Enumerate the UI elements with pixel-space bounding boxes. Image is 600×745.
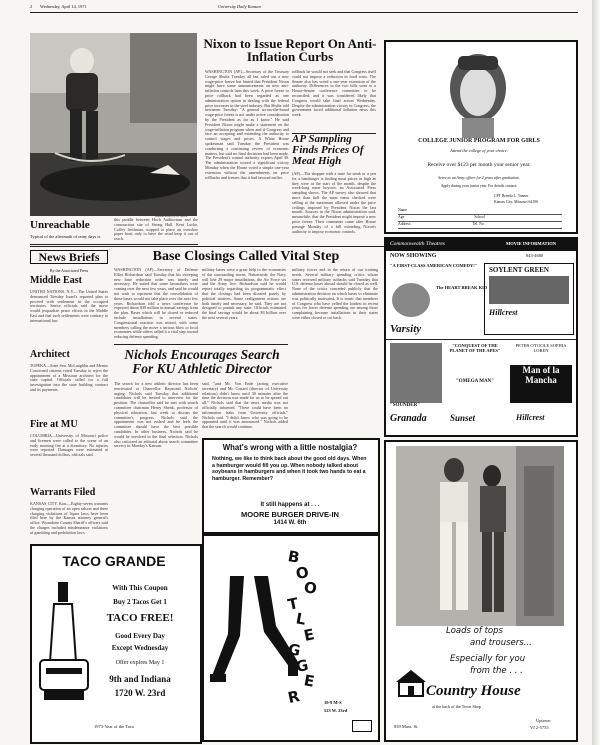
taco-line4: Good Every Day — [115, 632, 165, 640]
film3-poster — [390, 343, 442, 403]
theatre-header: Commonwealth Theatres — [390, 241, 445, 247]
form-age-field[interactable]: Age School — [398, 215, 562, 222]
bootlegger-letter: E — [302, 624, 317, 645]
brief-body-warrants: KANSAS CITY, Kan.—Eighty-seven warrants charging operation of an open saloon and three charging violations of liquor laws have been filed here by the Kansas attorney general's office. Wyandotte County Sheriff's officers said the charges included misdemeanor violations of gambling and prohibition laws. — [30, 501, 108, 535]
taco-footer: 1973-Year of the Taco — [93, 724, 134, 729]
brief-body-middle-east: UNITED NATIONS, N.Y.—The United States denounced Tuesday Israel's reported plan to proceed with settlement in the occupied territories. Senior officials said the move would jeopardize peace efforts in the Middle East and that such settlements were contrary to international law. — [30, 289, 108, 323]
news-briefs-title: News Briefs — [38, 250, 100, 264]
brief-head-fire: Fire at MU — [30, 419, 78, 430]
bootlegger-letter: E — [302, 671, 316, 691]
country-house-ad — [384, 440, 578, 742]
ap-body: (AP)—The shopper with a taste for steak or a yen for a hamburger is finding meat prices as high as they were at the start of the month, despite the week-long meat boycott, an Associated Press sampling shows. The AP survey also showed that more than half the meat items checked were selling at the maximum allowed under the price ceilings imposed by President Nixon the last month. Sources in the Nixon administration said, meanwhile, that the President might impose a new price freeze. Their comments came after House passage Monday of a bill extending Nixon's authority to impose economic controls. — [292, 171, 376, 234]
film4-title: "CONQUEST OF THE PLANET OF THE APES" — [449, 343, 501, 353]
film2-title: SOYLENT GREEN — [489, 266, 549, 274]
theatre-varsity: Varsity — [390, 323, 422, 335]
bootlegger-logo-icon — [352, 720, 372, 732]
film1-tagline: "A FIRST-CLASS AMERICAN COMEDY!" — [390, 263, 478, 268]
theatre-ad — [384, 237, 578, 437]
woman-portrait-icon — [438, 48, 518, 138]
news-briefs-header — [30, 250, 108, 264]
page-number: 2 — [30, 4, 33, 9]
form-address-field[interactable]: Address Tel. No. — [398, 222, 562, 229]
nixon-headline: Nixon to Issue Report On Anti-Inflation Curbs — [203, 36, 377, 65]
nichols-headline: Nichols Encourages Search For KU Athletic Director — [124, 347, 280, 376]
bootlegger-wordmark — [288, 548, 338, 708]
country-house-phone: VI 2-5755 — [530, 725, 549, 730]
taco-line3: TACO FREE! — [106, 612, 174, 624]
country-house-sub: at the back of the Town Shop — [432, 704, 481, 709]
bootlegger-ad — [202, 534, 380, 742]
brief-head-middle-east: Middle East — [30, 275, 82, 286]
theatre-hillcrest: Hillcrest — [489, 308, 518, 317]
bootlegger-letter: R — [286, 686, 302, 707]
country-house-address: 839 Mass. St. — [394, 724, 419, 729]
page-date: Wednesday, April 14, 1971 — [40, 4, 87, 9]
moore-address: 1414 W. 6th — [273, 520, 307, 526]
brief-head-architect: Architect — [30, 349, 70, 360]
college-ad-headline: COLLEGE JUNIOR PROGRAM FOR GIRLS — [418, 138, 540, 144]
photo-credit: Kansan Photo by N. Strick — [155, 214, 188, 218]
brief-body-architect: TOPEKA—State Sen. McLaughlin and Menno Concerned citizens voted Tuesday to reject the appointment of a Missouri architect for the state capital. Officials called for a full investigation into the state building contract and its payments. — [30, 363, 108, 392]
moore-body: Nothing, we like to think back about the good old days. When a hamburger would fill you up. When nobody talked about soybeans in hamburgers and when it took two hands to eat a hamburger. Remember? — [212, 456, 367, 482]
taco-line2: Buy 2 Tacos Get 1 — [113, 598, 167, 606]
legs-illustration-icon — [210, 576, 300, 686]
film3-title: "SOUNDER" — [390, 403, 420, 408]
film4-second: "OMEGA MAN" — [456, 379, 494, 384]
paper-name: University Daily Kansan — [218, 4, 261, 9]
house-icon — [394, 668, 428, 698]
country-line3: Especially for you — [450, 654, 526, 664]
taco-line1: With This Coupon — [112, 584, 168, 592]
nixon-body-continued: rollback he would not seek and that Congress itself could not impose a reduction in food costs. The Senate also has voted a one-year extension of the authority. Differences in the two bills went to a House-Senate conference committee to be reconciled, and it was considered likely that Congress would take final action Wednesday. Despite the administration victory in Congress, the government faced additional inflation news this week. — [292, 69, 376, 118]
college-ad-contact-2: Kansas City, Missouri 64106 — [494, 200, 539, 204]
taco-line5: Except Wednesday — [111, 644, 169, 652]
bootlegger-letter: B — [286, 547, 301, 567]
brief-head-warrants: Warrants Filed — [30, 487, 96, 498]
photo-caption-text: Typical of the aftermath of rainy days is — [30, 234, 101, 239]
film1-poster — [392, 283, 430, 317]
nichols-body: The search for a new athletic director has been reactivated at Chancellor Raymond Nichols' urging. Nichols said Tuesday that additional candidates will be invited to interview for the position. The chancellor said he met with search committee chairman Henry Shenk, professor of physical education, last week to discuss the committee's progress. Nichols said the appointment was not rushed and he feels the committee should have the best possible candidates. In other business, Nichols said he would be involved in the final selection. Nichols also criticized an editorial about search committee secrecy in Monday's Kansan. — [114, 381, 198, 449]
bootlegger-letter: G — [294, 655, 311, 676]
theatre-header-bar — [386, 239, 576, 251]
taco-title: TACO GRANDE — [62, 553, 166, 569]
base-closings-continued: military bases were a great help to the economies of the surrounding towns. Nationwide, the Navy will lose 29 major installations, the Air Force six and the Army five. Richardson said he would report totally regarding its programmatic effect that the closings had been dictated purely by political motives. Some realignment actions are both timely and necessary, he said. They are not designed to punish any state. Officials estimated the final savings would be about $3 billion over the next several years. — [202, 267, 286, 320]
fashion-photo — [396, 446, 564, 626]
theatre-sunset: Sunset — [450, 413, 476, 423]
theatre-granada: Granada — [390, 413, 427, 424]
college-ad-note: Serve as an Army officer for 2 years after graduation. — [438, 176, 520, 180]
country-line2: and trousers... — [470, 638, 532, 648]
moore-burger-ad — [202, 438, 380, 534]
country-line4: from the . . . — [470, 666, 523, 676]
theatre-rule — [386, 339, 576, 340]
news-briefs-byline: By the Associated Press — [49, 268, 89, 273]
taco-line7: 9th and Indiana — [109, 674, 171, 684]
theatre-hillcrest-2: Hillcrest — [516, 413, 545, 422]
film1-title: The HEART BREAK KID — [436, 285, 488, 290]
taco-grande-ad — [30, 544, 202, 744]
country-house-name: Country House — [426, 683, 521, 699]
theatre-now-showing: NOW SHOWING — [390, 253, 437, 259]
country-house-location: Uptown — [536, 718, 551, 723]
bootlegger-letter: G — [286, 640, 302, 660]
bootlegger-address: 523 W. 23rd — [324, 708, 348, 713]
taco-line8: 1720 W. 23rd — [114, 688, 166, 698]
country-line1: Loads of tops — [446, 626, 503, 636]
film5-title: Man of la Mancha — [510, 365, 572, 403]
bootlegger-hours: 10-9 M-S — [324, 700, 342, 705]
bootlegger-letter: O — [294, 562, 311, 583]
college-junior-ad — [384, 40, 578, 234]
bootlegger-letter: L — [294, 609, 308, 629]
brief-body-fire: COLUMBIA—University of Missouri police and firemen were called to the scene of an early morning fire at a dormitory. No injuries were reported. Damages were estimated at several thousand dollars, officials said. — [30, 433, 108, 458]
moore-happens: It still happens at . . . — [260, 502, 320, 508]
theatre-phone: 843-4680 — [526, 253, 544, 258]
bootlegger-letter: T — [286, 593, 300, 614]
puddle-photo — [30, 33, 197, 216]
film2-box — [484, 263, 574, 335]
college-ad-contact-1: CPT Brenda L. Tanner — [494, 194, 529, 198]
masthead-rule — [30, 12, 578, 13]
puddle-photo-image — [30, 33, 197, 216]
ap-headline: AP Sampling Finds Prices Of Meat High — [292, 133, 364, 168]
base-closings-continued-2: military forces and in the return of our training needs. Several military spending critics whose states received military cutbacks said Tuesday that U.S. defense bases abroad should be closed as well. None of the critics conceded publicly that the administration decision on which bases to eliminate was politically motivated. It is ironic that members of Congress who have yelled the loudest in recent years for lower defense spending are among those complaining because installations in their states were either closed or cut back. — [292, 267, 378, 320]
college-ad-sub: Attend the college of your choice. — [450, 148, 508, 153]
page-edge — [592, 0, 600, 745]
base-closings-headline: Base Closings Called Vital Step — [152, 249, 340, 264]
bootlegger-letter: O — [302, 578, 319, 598]
college-ad-offer: Receive over $123 per month your senior year. — [427, 162, 531, 168]
taco-line6: Offer expires May 1 — [115, 660, 165, 666]
nichols-rule — [114, 344, 288, 345]
nichols-body-continued: said, "and Mr. Von Ende (acting executive secretary) and Mr. Conard (director of University relations) didn't know until 30 minutes after the time the decision was made for us to be spread out all." Nichols said that the news media was not officially informed. "There could have been no information leaks from University officials," Nichols said. "I didn't know who was going to be appointed until it was announced." Nichols added that the search would continue. — [202, 381, 288, 430]
college-ad-apply: Apply during your junior year. For details contact: — [440, 184, 518, 188]
caption-rule — [30, 244, 198, 245]
film5-stars: PETER O'TOOLE SOPHIA LOREN — [515, 343, 567, 353]
college-ad-form — [398, 208, 562, 229]
form-name-field[interactable]: Name — [398, 208, 562, 215]
moore-name: MOORE BURGER DRIVE-IN — [241, 510, 339, 519]
photo-caption-continued: this puddle between Hoch Auditorium and the construction site of Strong Hall. Kent Lucke, Coffey freshman, stopped to place an overshoe paper boat; only to have the wind keep it out of reach. — [114, 217, 198, 242]
theatre-info: MOVIE INFORMATION — [506, 241, 557, 246]
base-closings-body: WASHINGTON (AP)—Secretary of Defense Elliot Richardson said Tuesday that his sweeping new base reduction order was timely and necessary. He stated that some lawmakers were coming over the next few years, and said he would not wish to represent that the consolidation of these bases would not take place over the next few years. Richardson told a news conference he expected about $39 million in annual savings from the plan. Bases which will be closed or reduced include installations in several states. Congressional reaction was mixed, with some members calling the move a serious blow to local economies while others called it a vital step toward reducing defense spending. — [114, 267, 198, 340]
photo-caption-title: Unreachable — [30, 219, 90, 231]
film2-poster — [489, 276, 569, 304]
nixon-body: WASHINGTON (AP)—Secretary of the Treasury George Shultz Tuesday all but ruled out a new wage-price freeze but hinted that President Nixon might have some announcements on new anti-inflation controls later this week. A price freeze or price rollback had been regarded as one administration option in dealing with the federal price increases in the steel industry. But Shultz told newsmen Tuesday: "A general across-the-board wage-price freeze is not under active consideration by the President as far as I know." He said President Nixon might make a statement on the wage-inflation program when and if Congress and face an accepting and extending the authority to control wages and prices. A White House spokesman said Tuesday the President was conducting a continuing review of economic matters, but said no final decisions had been made. The President's control authority expires April 30. The administration scored a significant victory Monday when the House voted a simple one-year extension without the amendments on price rollbacks and freezes that it had favored earlier. — [205, 69, 289, 180]
masthead — [30, 4, 578, 11]
moore-headline: What's wrong with a little nostalgia? — [222, 443, 358, 452]
